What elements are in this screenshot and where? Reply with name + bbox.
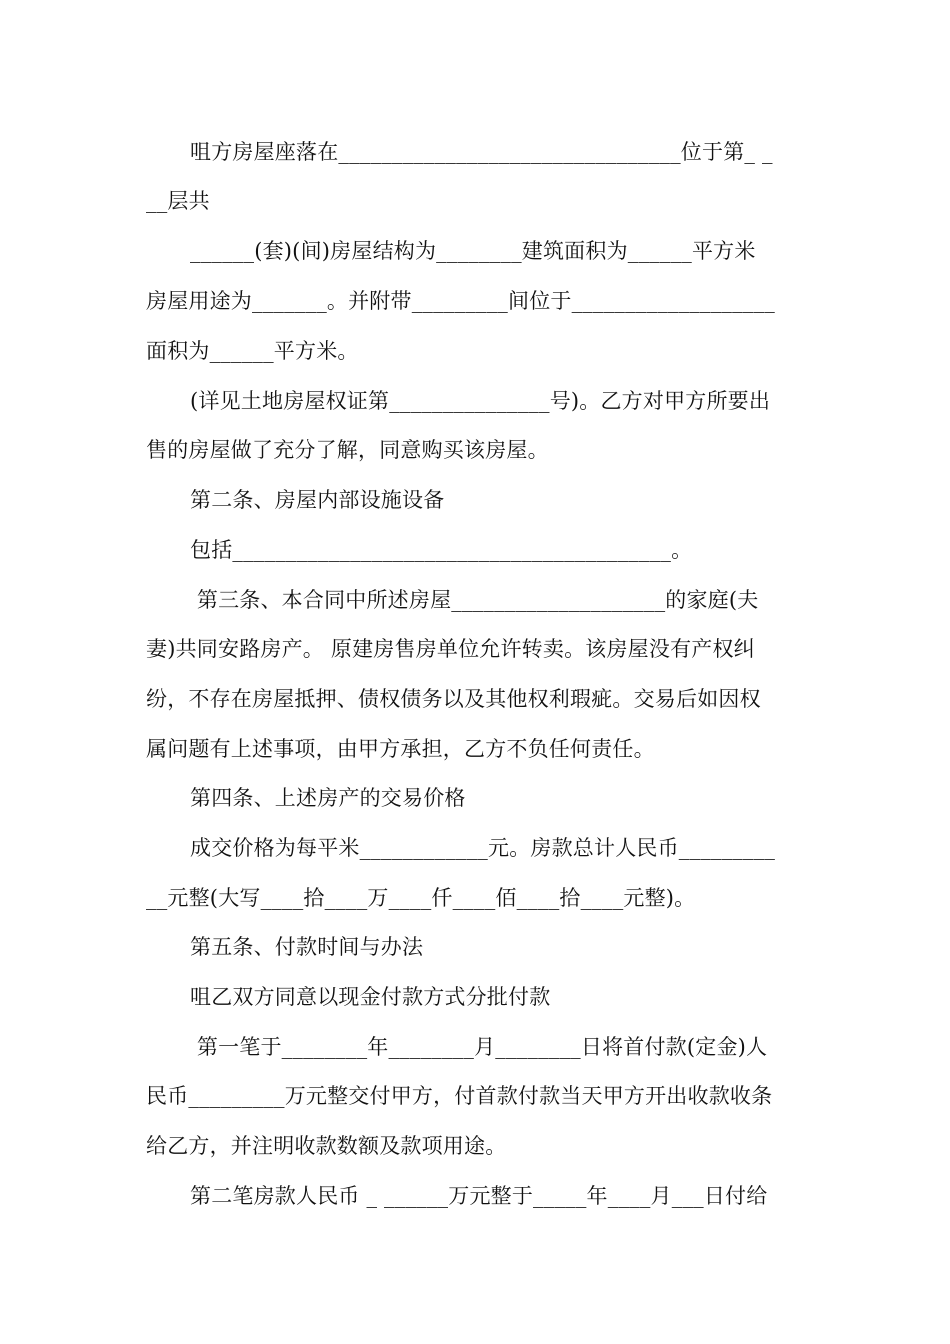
text-line: 面积为______平方米。: [146, 339, 359, 363]
text-line: 第一笔于________年________月________日将首付款(定金)人: [190, 1035, 768, 1059]
text-line: __层共: [146, 189, 210, 213]
section-heading: 第五条、付款时间与办法: [190, 935, 424, 959]
text-line: 民币_________万元整交付甲方，付首款付款当天甲方开出收款收条: [146, 1084, 773, 1108]
section-heading: 第二条、房屋内部设施设备: [190, 488, 445, 512]
section-heading: 第三条、本合同中所述房屋____________________的家庭(夫: [190, 588, 759, 612]
text-line: 给乙方，并注明收款数额及款项用途。: [146, 1134, 507, 1158]
text-line: 包括_________________________________________。: [190, 538, 693, 562]
text-line: 纷，不存在房屋抵押、债权债务以及其他权利瑕疵。交易后如因权: [146, 687, 761, 711]
text-line: ______(套)(间)房屋结构为________建筑面积为______平方米: [190, 239, 756, 263]
text-line: 属问题有上述事项，由甲方承担，乙方不负任何责任。: [146, 737, 655, 761]
text-line: 售的房屋做了充分了解，同意购买该房屋。: [146, 438, 549, 462]
text-line: 咀方房屋座落在________________________________位于第_ _: [190, 140, 773, 164]
text-line: __元整(大写____拾____万____仟____佰____拾____元整)。: [146, 886, 696, 910]
text-line: 成交价格为每平米____________元。房款总计人民币_________: [190, 836, 776, 860]
text-line: (详见土地房屋权证第_______________号)。乙方对甲方所要出: [190, 389, 771, 413]
text-line: 妻)共同安路房产。 原建房售房单位允许转卖。该房屋没有产权纠: [146, 637, 755, 661]
section-heading: 第四条、上述房产的交易价格: [190, 786, 466, 810]
text-line: 房屋用途为_______。并附带_________间位于___________________: [146, 289, 775, 313]
text-line: 咀乙双方同意以现金付款方式分批付款: [190, 985, 551, 1009]
text-line: 第二笔房款人民币 _ ______万元整于_____年____月___日付给: [190, 1184, 768, 1208]
